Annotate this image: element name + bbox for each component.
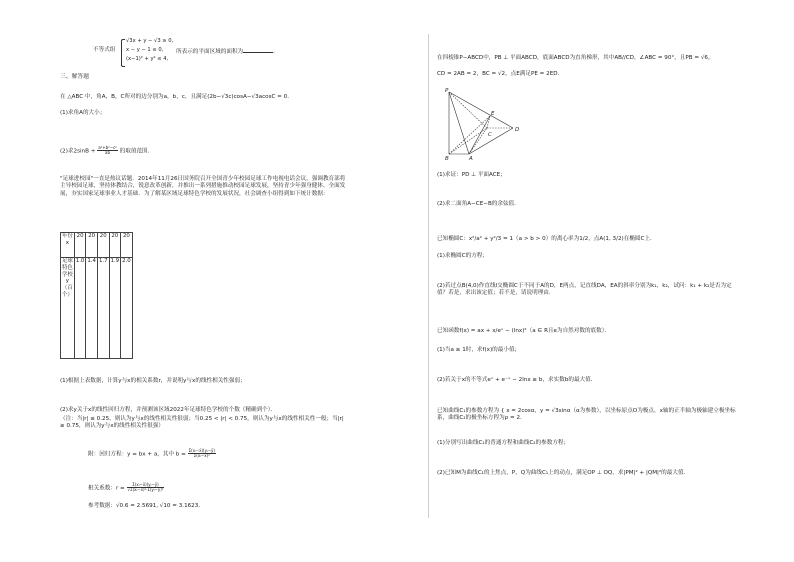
table-row (61, 233, 133, 258)
q20-stem: 已知椭圆C：x²/a² + y²/3 = 1（a > b > 0）的离心率为1/2，点A(1, 3/2)在椭圆C上． (437, 236, 656, 242)
q17-part2 (60, 146, 153, 156)
regression-num: Σ(xᵢ−x̄)(yᵢ−ȳ) (188, 448, 215, 453)
inequality-line-3: (x−1)² + y² ≤ 4, (126, 56, 169, 62)
table-row (61, 258, 133, 359)
table-cell: 20 (121, 233, 133, 258)
q17-fraction-num: a²+b²−c² (98, 145, 117, 150)
q18-formula-correlation (88, 483, 164, 493)
regression-fraction (188, 449, 216, 459)
q17-part2-suffix: 的取值范围． (119, 148, 154, 155)
q18-note: （注：当|r| ≤ 0.25，则认为y与x的线性相关性很弱；当0.25 < |r| < 0.75，则认为y与x的线性相关性一般；当|r| ≥ 0.75，则认为y与x的线性相关性很强） (60, 416, 344, 430)
inequality-suffix-text: 所表示的平面区域的面积为 (176, 49, 244, 55)
inequality-prefix: 不等式组 (93, 47, 116, 53)
q17-part2-prefix: (2)求2sinB + (60, 148, 96, 155)
q21-stem: 已知函数f(x) = ax + x/eˣ − (lnx)²（a ∈ R且e为自然对数的底数）． (437, 328, 611, 334)
table-cell: 20 (86, 233, 98, 258)
q19-part1: (1)求证：PD ⊥ 平面ACE； (437, 172, 506, 178)
table-head-schools: 足球特色学校y（百个） (61, 258, 75, 359)
q18-part2: (2)求y关于x的线性回归方程，并预测该区域2022年足球特色学校的个数（精确到个）． (60, 407, 277, 413)
label-P: P (445, 88, 449, 94)
q18-reference: 参考数据：√0.6 = 2.5691, √10 = 3.1623． (88, 503, 204, 509)
q18-formula-regression (88, 449, 216, 459)
q17-fraction (97, 146, 118, 156)
table-head-year: 年份x (61, 233, 75, 258)
label-D: D (515, 127, 520, 133)
regression-den: Σ(xᵢ−x̄)² (193, 453, 210, 459)
inequality-suffix (176, 47, 279, 56)
q18-stem: "足球进校园"一直是热议话题．2014年11月26日国务院召开全国青少年校园足球工作电视电话会议，强调教育部将主导校园足球，坚持体教结合，锐意改革创新，并推出一系列措施推动校园足球发展，坚持青少年强身健体、全面发展，夯实国家足球事业人才基础．为了解某区域足球特色学校的发展状况，社会调查小组得到如下统计数据： (60, 176, 346, 197)
q20-part1: (1)求椭圆C的方程； (437, 253, 488, 259)
edge-BE (449, 116, 490, 154)
q19-part2: (2)求二面角A−CE−B的余弦值． (437, 201, 520, 207)
q22-stem: 已知曲线C₁的参数方程为 { x = 2cosα，y = √3sinα（α为参数），以坐标原点O为极点，x轴的正半轴为极轴建立极坐标系，曲线C₂的极坐标方程为ρ = 2． (437, 408, 736, 422)
q18-part1: (1)根据上表数据，计算y与x的相关系数r，并说明y与x的线性相关性强弱； (60, 378, 246, 384)
q17-fraction-den: ab (105, 150, 111, 156)
q22-part2: (2)已知M为曲线C₁的上焦点，P，Q为曲线C₁上的动点，满足OP ⊥ OQ，求|PM|² + |QM|²的最大值． (437, 470, 690, 476)
regression-label: 附：回归方程：y = bx + a，其中 b = (88, 451, 186, 458)
inequality-end: ． (273, 49, 279, 55)
label-C: C (488, 132, 492, 138)
table-cell: 1.0 (74, 258, 86, 359)
inequality-line-2: x − y − 1 ≤ 0, (126, 47, 164, 53)
table-cell: 1.9 (109, 258, 121, 359)
q19-stem-2: CD = 2AB = 2，BC = √2，点E满足PE = 2ED． (437, 71, 564, 77)
edge-AC (469, 128, 487, 154)
label-B: B (445, 156, 449, 162)
label-A: A (469, 156, 473, 162)
edge-CE (487, 116, 490, 128)
table-cell: 1.4 (86, 258, 98, 359)
system-brace (121, 39, 125, 67)
answer-blank (243, 47, 273, 53)
correlation-den: √Σ(xᵢ−x̄)²·Σ(yᵢ−ȳ)² (127, 487, 164, 493)
table-cell: 2.0 (121, 258, 133, 359)
q17-stem: 在 △ABC 中，角A，B，C所对的边分别为a，b，c，且满足(2b−√3c)cosA−√3acosC = 0． (60, 94, 293, 100)
label-E: E (491, 111, 495, 117)
edge-AE (469, 116, 490, 154)
q22-part1: (1)分别写出曲线C₁的普通方程和曲线C₂的参数方程； (437, 440, 570, 446)
correlation-num: Σ(xᵢ−x̄)(yᵢ−ȳ) (127, 483, 165, 488)
section-title: 三、解答题 (60, 74, 89, 80)
table-cell: 20 (97, 233, 109, 258)
q19-stem: 在四棱锥P−ABCD中，PB ⊥ 平面ABCD，底面ABCD为直角梯形，其中AB//CD，∠ABC = 90°，且PB = √6， (437, 55, 714, 61)
table-cell: 20 (109, 233, 121, 258)
table-cell: 20 (74, 233, 86, 258)
pyramid-figure (437, 84, 527, 162)
correlation-label: 相关系数：r = (88, 485, 125, 492)
q21-part2: (2)若关于x的不等式eˣ + e⁻ˣ − 2lnx ≥ b，求实数b的最大值． (437, 377, 597, 383)
table-cell: 1.7 (97, 258, 109, 359)
q21-part1: (1)当a ≥ 1时，求f(x)的最小值； (437, 347, 521, 353)
data-table (60, 232, 133, 359)
q17-part1: (1)求角A的大小； (60, 110, 106, 116)
inequality-line-1: √3x + y − √3 ≥ 0, (126, 38, 174, 44)
q20-part2: (2)若过点B(4,0)作直线l交椭圆C于不同于A的D，E两点，记直线DA，EA的斜率分别为k₁，k₂，试问：k₁ + k₂是否为定值？若是，求出该定值；若不是，请说明理由． (437, 283, 732, 297)
column-divider (428, 34, 429, 518)
correlation-fraction (127, 483, 165, 493)
